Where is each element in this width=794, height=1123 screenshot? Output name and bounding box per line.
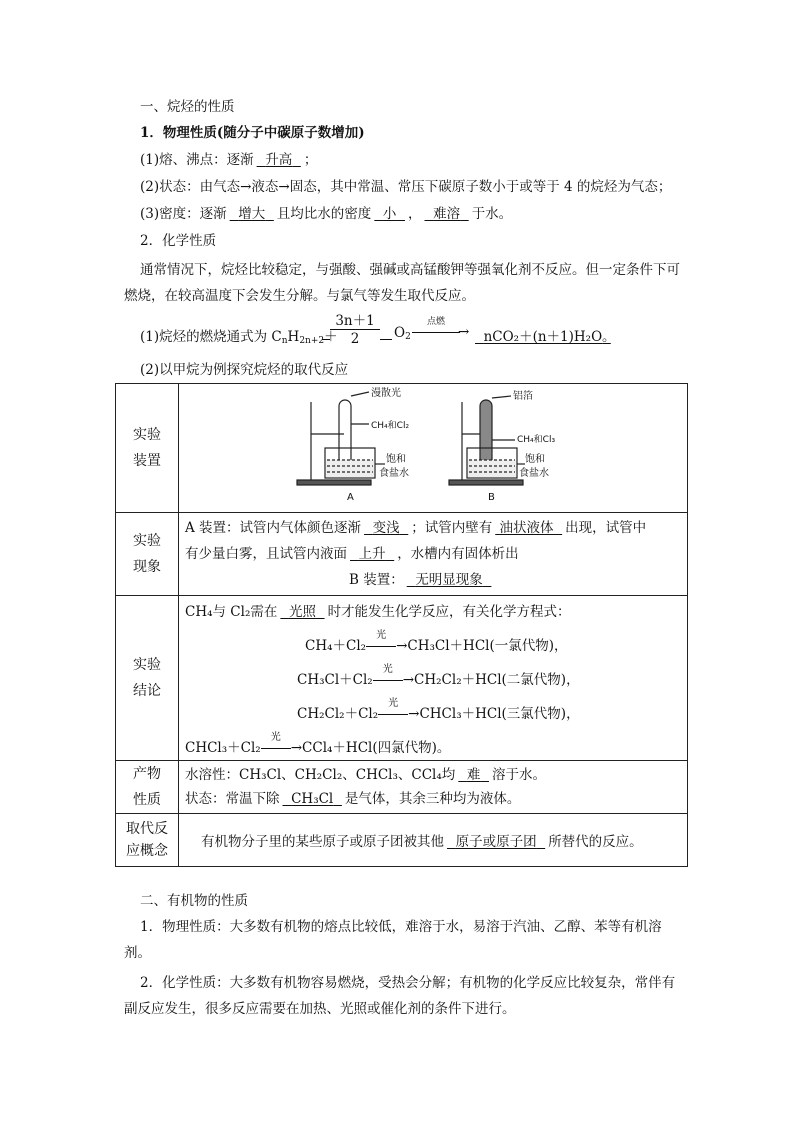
table-row — [116, 384, 688, 513]
equation-3: CH₂Cl₂＋Cl₂ 光 →CHCl₃＋HCl(三氯代物)， — [297, 698, 580, 722]
label-a: A — [347, 492, 354, 503]
equation-2: CH₃Cl＋Cl₂ 光 →CH₂Cl₂＋HCl(二氯代物)， — [297, 664, 580, 688]
substitution-title: (2)以甲烷为例探究烷烃的取代反应 — [140, 362, 349, 378]
reaction-arrow: 点燃 — [412, 317, 460, 333]
row-head-apparatus: 实验 装置 — [116, 384, 179, 513]
equation-4: CHCl₃＋Cl₂ 光 →CCl₄＋HCl(四氯代物)。 — [185, 732, 451, 756]
row-head-observation: 实验 现象 — [116, 513, 179, 596]
observation-cell — [179, 513, 688, 596]
label-a-gas: CH₄和Cl₂ — [371, 421, 410, 431]
answer-blank: 小 — [382, 206, 397, 222]
label-b-water-1: 饱和 — [525, 454, 545, 465]
label-a-light: 漫散光 — [371, 388, 401, 399]
equation-1: CH₄＋Cl₂ 光 →CH₃Cl＋HCl(一氯代物)， — [305, 630, 568, 654]
answer-blank: nCO₂＋(n＋1)H₂O — [483, 329, 603, 345]
phys-item-3: (3)密度：逐渐 增大 且均比水的密度 小 ， 难溶 于水。 — [140, 206, 513, 222]
label-b-gas: CH₄和Cl₃ — [517, 435, 556, 445]
label-b-foil: 铝箔 — [513, 391, 533, 402]
observation-a: A 装置：试管内气体颜色逐渐 变浅 ；试管内壁有 油状液体 出现，试管中 有少量白雾，且试管内液面 上升 ，水槽内有固体析出 — [185, 520, 647, 562]
apparatus-figure — [179, 384, 687, 508]
label-a-water-1: 饱和 — [386, 454, 406, 465]
chem-intro-paragraph: 通常情况下，烷烃比较稳定，与强酸、强碱或高锰酸钾等强氧化剂不反应。但一定条件下可燃烧，在较高温度下会发生分解。与氯气等发生取代反应。 — [124, 262, 680, 304]
organic-chemical-paragraph: 2．化学性质：大多数有机物容易燃烧，受热会分解；有机物的化学反应比较复杂，常伴有副反应发生，很多反应需要在加热、光照或催化剂的条件下进行。 — [124, 975, 676, 1017]
label-b: B — [488, 492, 495, 503]
answer-blank: 难溶 — [433, 206, 461, 222]
table-row — [116, 596, 688, 761]
fraction: 3n＋1 2 — [330, 313, 380, 348]
row-head-definition: 取代反 应概念 — [116, 814, 179, 867]
chemical-properties-title: 2．化学性质 — [140, 233, 217, 249]
text: ； — [303, 152, 318, 168]
light-arrow: 光 — [261, 740, 291, 756]
text: (1)熔、沸点：逐渐 — [140, 152, 254, 168]
apparatus-a — [297, 392, 385, 485]
row-head-product-properties: 产物 性质 — [116, 761, 179, 814]
section-2-title: 二、有机物的性质 — [140, 893, 248, 909]
table-row — [116, 513, 688, 596]
light-arrow: 光 — [373, 672, 403, 688]
apparatus-figure-cell — [179, 384, 688, 513]
answer-blank: 升高 — [265, 152, 293, 168]
phys-item-2: (2)状态：由气态→液态→固态，其中常温、常压下碳原子数小于或等于 4 的烷烃为气态； — [140, 179, 672, 195]
light-arrow: 光 — [366, 638, 396, 654]
observation-b: B 装置： 无明显现象 — [349, 572, 483, 588]
state: 状态：常温下除 CH₃Cl 是气体，其余三种均为液体。 — [185, 791, 521, 807]
light-arrow: 光 — [378, 706, 408, 722]
product-properties-cell — [179, 761, 688, 814]
conclusion-intro: CH₄与 Cl₂需在 光照 时才能发生化学反应，有关化学方程式： — [185, 604, 571, 620]
solubility: 水溶性：CH₃Cl、CH₂Cl₂、CHCl₃、CCl₄均 难 溶于水。 — [185, 767, 546, 783]
label-b-water-2: 食盐水 — [519, 468, 549, 479]
row-head-conclusion: 实验 结论 — [116, 596, 179, 761]
table-row — [116, 761, 688, 814]
conclusion-cell — [179, 596, 688, 761]
physical-properties-title: 1．物理性质(随分子中碳原子数增加) — [140, 125, 365, 141]
table-row — [116, 814, 688, 867]
phys-item-1 — [140, 150, 317, 170]
substitution-table — [115, 383, 688, 867]
label-a-water-2: 食盐水 — [379, 468, 409, 479]
section-1-title: 一、烷烃的性质 — [140, 99, 235, 115]
organic-physical-paragraph: 1．物理性质：大多数有机物的熔点比较低，难溶于水，易溶于汽油、乙醇、苯等有机溶剂。 — [124, 919, 662, 961]
apparatus-b — [449, 396, 525, 485]
definition-cell: 有机物分子里的某些原子或原子团被其他 原子或原子团 所替代的反应。 — [179, 814, 688, 867]
answer-blank: 增大 — [238, 206, 266, 222]
